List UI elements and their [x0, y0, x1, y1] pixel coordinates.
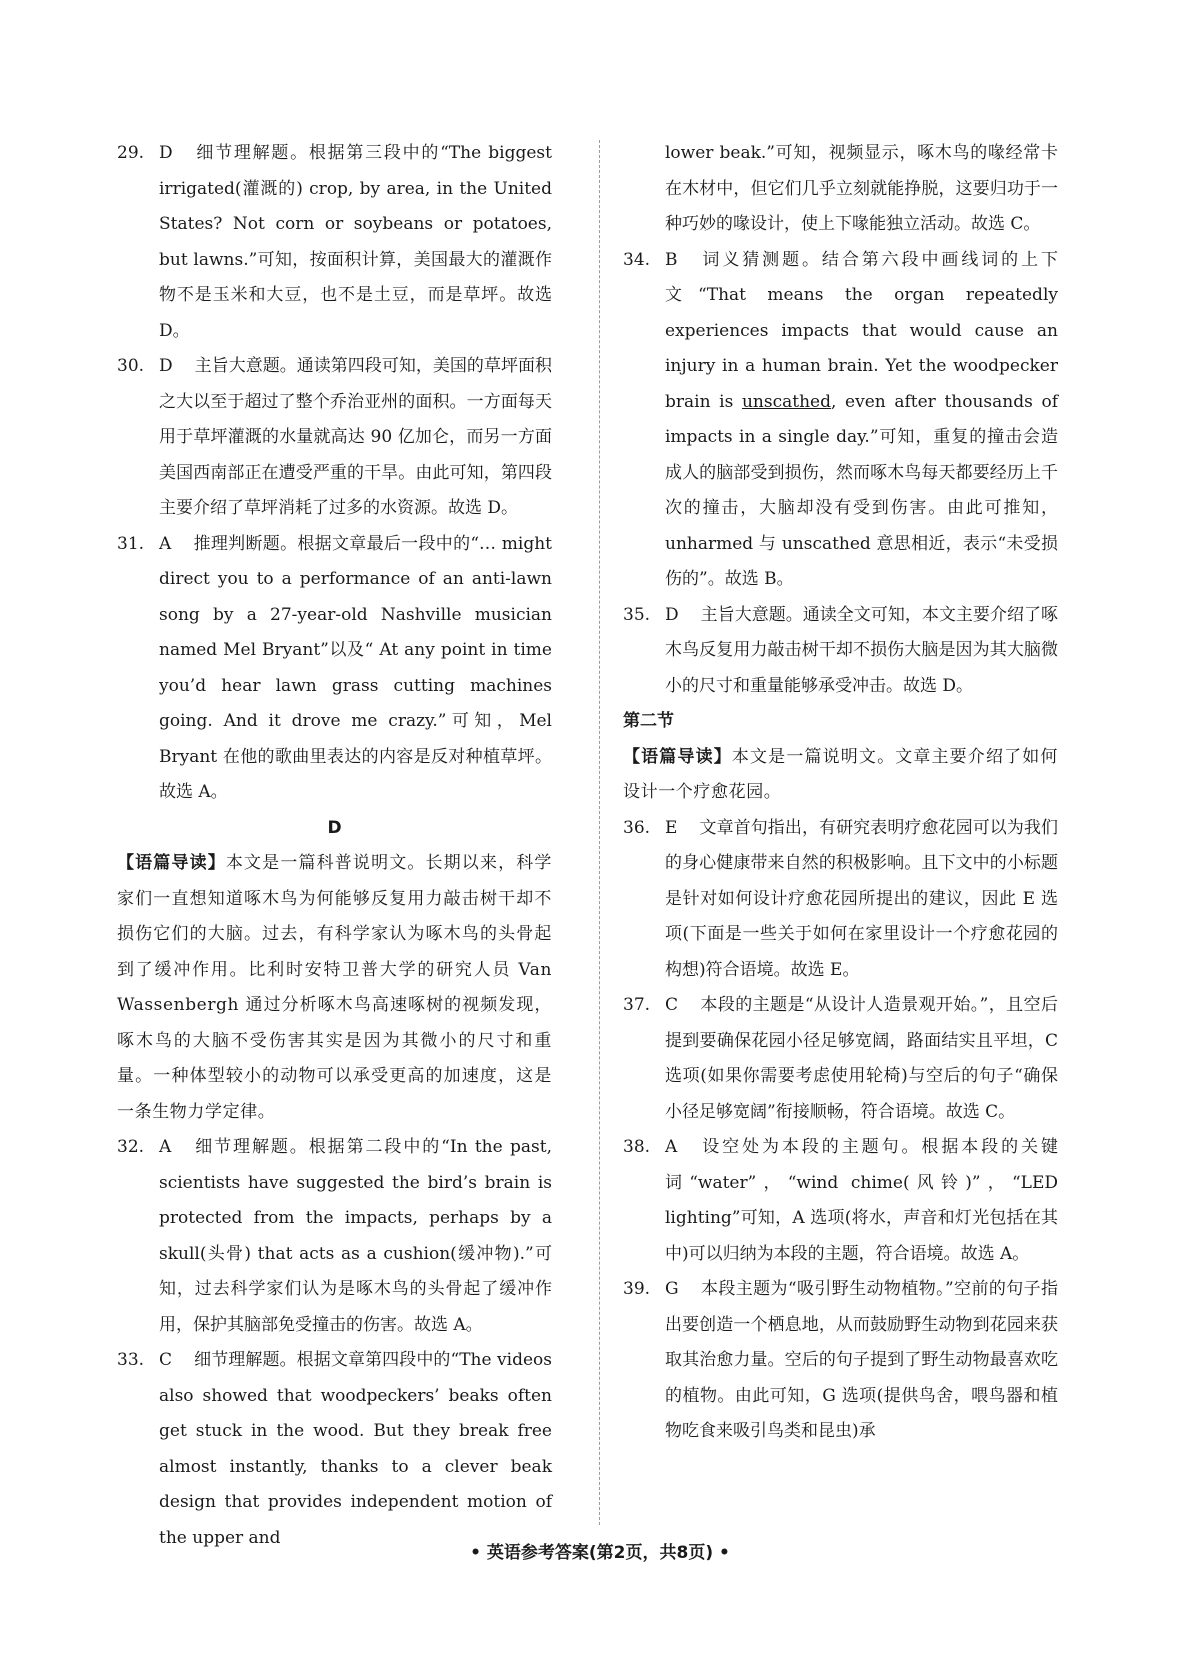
answer-item-29 — [117, 136, 552, 349]
answer-item-34 — [623, 243, 1058, 598]
explanation-text: 细节理解题。根据第二段中的“In the past, scientists have suggested the bird’s brain is protected from the impacts, perhaps by a skull(头骨) that acts as a cushion(缓冲物).”可知，过去科学家们认为是啄木鸟的头骨起了缓冲作用，保护其脑部免受撞击的伤害。故选 A。 — [159, 1137, 552, 1335]
explanation-text: 本段的主题是“从设计人造景观开始。”，且空后提到要确保花园小径足够宽阔，路面结实且平坦，C 选项(如果你需要考虑使用轮椅)与空后的句子“确保小径足够宽阔”衔接顺畅，符合语境。故选 C。 — [665, 995, 1058, 1122]
explanation-text: 细节理解题。根据第三段中的“The biggest irrigated(灌溉的) crop, by area, in the United States? Not corn or soybeans or potatoes, but lawns.”可知，按面积计算，美国最大的灌溉作物不是玉米和大豆，也不是土豆，而是草坪。故选 D。 — [159, 143, 552, 341]
question-number: 29. — [117, 143, 145, 163]
explanation-text: 推理判断题。根据文章最后一段中的“… might direct you to a performance of an anti-lawn song by a 27-year-old Nashville musician named Mel Bryant”以及“ At any point in time you’d hear lawn grass cutting machines going. And it drove me crazy.”可知，Mel Bryant 在他的歌曲里表达的内容是反对种植草坪。故选 A。 — [159, 533, 552, 802]
section-heading-2: 第二节 — [623, 711, 674, 731]
answer-letter: A — [159, 1137, 172, 1157]
explanation-text: 本段主题为“吸引野生动物植物。”空前的句子指出要创造一个栖息地，从而鼓励野生动物到花园来获取其治愈力量。空后的句子提到了野生动物最喜欢吃的植物。由此可知，G 选项(提供鸟舍，喂鸟器和植物吃食来吸引鸟类和昆虫)承 — [665, 1279, 1058, 1441]
answer-item-38 — [623, 1130, 1058, 1272]
question-number: 37. — [623, 995, 651, 1015]
answer-item-37 — [623, 988, 1058, 1130]
passage-guide — [623, 740, 1058, 811]
column-divider — [599, 140, 600, 1525]
explanation-text: 设空处为本段的主题句。根据本段的关键词“water”，“wind chime(风铃)”，“LED lighting”可知，A 选项(将水，声音和灯光包括在其中)可以归纳为本段的主题，符合语境。故选 A。 — [665, 1137, 1058, 1264]
answer-item-30 — [117, 349, 552, 527]
explanation-text: 细节理解题。根据文章第四段中的“The videos also showed that woodpeckers’ beaks often get stuck in the wood. But they break free almost instantly, thanks to a clever beak design that provides independent motion of the upper and — [159, 1350, 552, 1548]
question-number: 30. — [117, 356, 145, 376]
guide-text: 本文是一篇说明文。文章主要介绍了如何设计一个疗愈花园。 — [623, 746, 1058, 802]
answer-item-32 — [117, 1130, 552, 1343]
page-footer: • 英语参考答案(第2页，共8页) • — [470, 1543, 730, 1563]
explanation-text: 主旨大意题。通读第四段可知，美国的草坪面积之大以至于超过了整个乔治亚州的面积。一方面每天用于草坪灌溉的水量就高达 90 亿加仑，而另一方面美国西南部正在遭受严重的干旱。由此可知，第四段主要介绍了草坪消耗了过多的水资源。故选 D。 — [159, 356, 552, 518]
explanation-text: 主旨大意题。通读全文可知，本文主要介绍了啄木鸟反复用力敲击树干却不损伤大脑是因为其大脑微小的尺寸和重量能够承受冲击。故选 D。 — [665, 604, 1058, 696]
answer-letter: D — [159, 356, 173, 376]
question-number: 34. — [623, 249, 651, 270]
answer-item-35 — [623, 598, 1058, 705]
answer-letter: B — [665, 249, 678, 270]
answer-letter: A — [665, 1137, 678, 1157]
question-number: 33. — [117, 1350, 145, 1370]
section-heading-d: D — [327, 817, 342, 838]
underlined-word: unscathed — [741, 391, 831, 412]
answer-letter: E — [665, 817, 678, 838]
explanation-text: lower beak.”可知，视频显示，啄木鸟的喙经常卡在木材中，但它们几乎立刻就能挣脱，这要归功于一种巧妙的喙设计，使上下喙能独立活动。故选 C。 — [665, 143, 1058, 234]
question-number: 35. — [623, 604, 651, 625]
question-number: 32. — [117, 1137, 145, 1157]
answer-item-39 — [623, 1272, 1058, 1450]
answer-letter: C — [665, 995, 679, 1015]
explanation-text: , even after thousands of impacts in a single day.”可知，重复的撞击会造成人的脑部受到损伤，然而啄木鸟每天都要经历上千次的撞击，大脑却没有受到伤害。由此可推知，unharmed 与 unscathed 意思相近，表示“未受损伤的”。故选 B。 — [665, 391, 1059, 589]
answer-letter: G — [665, 1279, 679, 1299]
passage-guide — [117, 846, 552, 1130]
explanation-text: 文章首句指出，有研究表明疗愈花园可以为我们的身心健康带来自然的积极影响。且下文中的小标题是针对如何设计疗愈花园所提出的建议，因此 E 选项(下面是一些关于如何在家里设计一个疗愈花园的构想)符合语境。故选 E。 — [665, 817, 1058, 980]
guide-label: 【语篇导读】 — [623, 746, 732, 767]
answer-item-33 — [117, 1343, 552, 1556]
answer-letter: D — [665, 604, 679, 625]
answer-letter: C — [159, 1350, 173, 1370]
answer-item-33-continued — [623, 136, 1058, 243]
question-number: 39. — [623, 1279, 651, 1299]
explanation-text: 词义猜测题。结合第六段中画线词的上下文“That means the organ repeatedly experiences impacts that would cause an injury in a human brain. Yet the woodpecker brain is — [665, 249, 1058, 412]
answer-item-36 — [623, 811, 1058, 989]
question-number: 36. — [623, 817, 651, 838]
left-column — [117, 136, 552, 1556]
question-number: 38. — [623, 1137, 651, 1157]
answer-letter: D — [159, 143, 173, 163]
question-number: 31. — [117, 533, 145, 554]
answer-letter: A — [159, 533, 172, 554]
guide-label: 【语篇导读】 — [117, 853, 226, 873]
right-column — [623, 136, 1058, 1450]
guide-text: 本文是一篇科普说明文。长期以来，科学家们一直想知道啄木鸟为何能够反复用力敲击树干却不损伤它们的大脑。过去，有科学家认为啄木鸟的头骨起到了缓冲作用。比利时安特卫普大学的研究人员 Van Wassenbergh 通过分析啄木鸟高速啄树的视频发现，啄木鸟的大脑不受伤害其实是因为其微小的尺寸和重量。一种体型较小的动物可以承受更高的加速度，这是一条生物力学定律。 — [117, 853, 552, 1122]
answer-item-31 — [117, 527, 552, 811]
